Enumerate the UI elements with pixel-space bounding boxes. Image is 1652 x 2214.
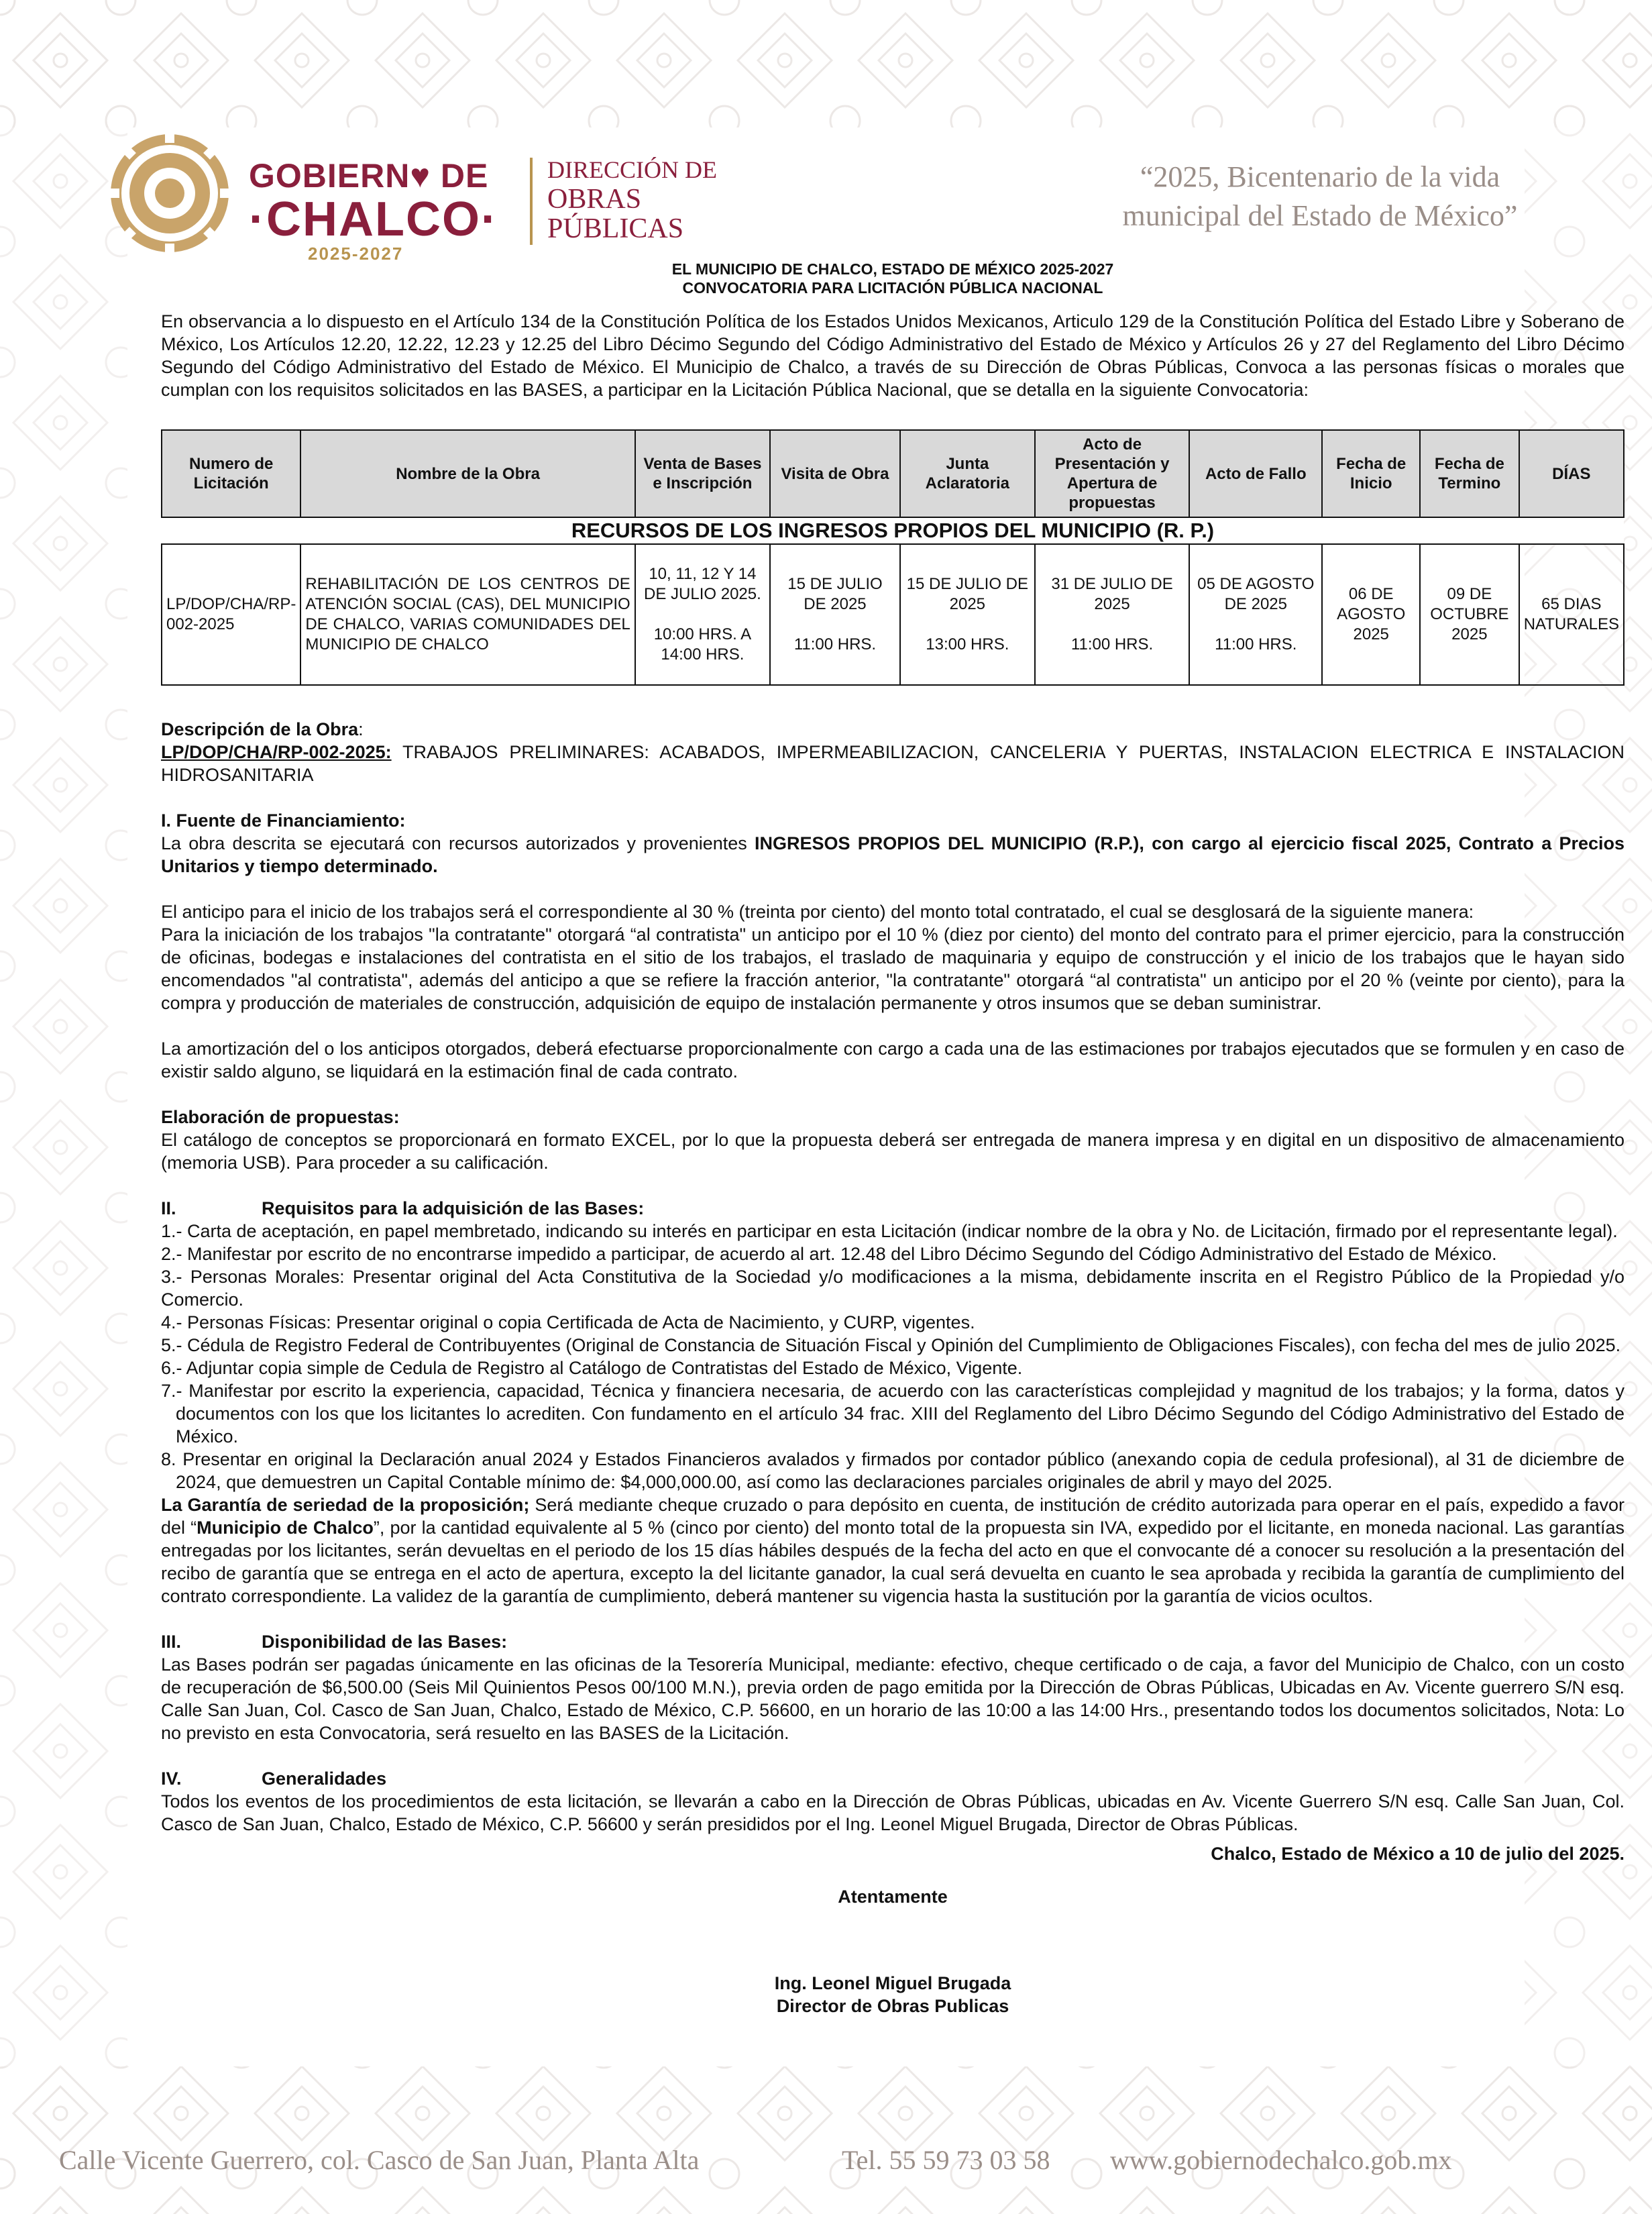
header-inicio: Fecha de Inicio xyxy=(1322,430,1420,517)
direccion-line1: DIRECCIÓN DE xyxy=(547,156,717,183)
junta-fecha: 15 DE JULIO DE 2025 xyxy=(906,575,1029,613)
generalidades-heading-text: Generalidades xyxy=(262,1769,387,1789)
header-termino: Fecha de Termino xyxy=(1420,430,1519,517)
table-header-row xyxy=(162,430,1624,517)
disponibilidad-num: III. xyxy=(161,1632,182,1652)
header-venta: Venta de Bases e Inscripción xyxy=(635,430,770,517)
requisitos-item: 8. Presentar en original la Declaración anual 2024 y Estados Financieros avalados y firmados por contador público (anexando copia de cedula profesional), al 31 de diciembre de 2024, que demuestren un Capital Contable mínimo de: $4,000,000.00, así como las declaraciones parciales originales de abril y mayo del 2025. xyxy=(161,1449,1625,1492)
elaboracion-heading: Elaboración de propuestas: xyxy=(161,1107,400,1127)
header-visita: Visita de Obra xyxy=(770,430,900,517)
requisitos-item: 1.- Carta de aceptación, en papel membretado, indicando su interés en participar en esta Licitación (indicar nombre de la obra y No. de Licitación, firmado por el representante legal). xyxy=(161,1221,1618,1241)
garantia-text2: ”, por la cantidad equivalente al 5 % (cinco por ciento) del monto total de la propuesta sin IVA, expedido por el licitante, en moneda nacional. Las garantías entregadas por los licitantes, serán devueltas en el periodo de los 15 días hábiles después de la fecha del acto en que el convocante dé a conocer su resolución a la presentación del recibo de garantía que se entrega en el acto de apertura, excepto la del licitante ganador, la cual será devuelta en cuanto le sea aprobada y recibida la garantía de cumplimiento del contrato correspondiente. La validez de la garantía de cumplimiento, deberá mantener su vigencia hasta la sustitución por la garantía de vicios ocultos. xyxy=(161,1518,1625,1606)
cell-acto xyxy=(1035,544,1189,685)
anticipo-p1: El anticipo para el inicio de los trabajos será el correspondiente al 30 % (treinta por ciento) del monto total contratado, el cual se desglosará de la siguiente manera: xyxy=(161,902,1474,922)
descripcion-colon: : xyxy=(358,719,364,739)
requisitos-item: 6.- Adjuntar copia simple de Cedula de Registro al Catálogo de Contratistas del Estado de México, Vigente. xyxy=(161,1358,1023,1378)
visita-fecha: 15 DE JULIO DE 2025 xyxy=(787,575,883,613)
chalco-emblem-icon xyxy=(106,129,233,257)
generalidades-text: Todos los eventos de los procedimientos de esta licitación, se llevarán a cabo en la Dirección de Obras Públicas, ubicadas en Av. Vicente Guerrero S/N esq. Calle San Juan, Col. Casco de San Juan, Chalco, Estado de México, C.P. 56600 y serán presididos por el Ing. Leonel Miguel Brugada, Director de Obras Públicas. xyxy=(161,1791,1625,1834)
signer-name: Ing. Leonel Miguel Brugada xyxy=(774,1973,1011,1993)
acto-hora: 11:00 HRS. xyxy=(1070,635,1154,653)
cell-termino: 09 DE OCTUBRE 2025 xyxy=(1420,544,1519,685)
licitacion-table xyxy=(161,429,1625,686)
anticipo-p2: Para la iniciación de los trabajos "la contratante" otorgará “al contratista" un anticipo por el 10 % (diez por ciento) del monto del contrato para el primer ejercicio, para la construcción de oficinas, bodegas e instalaciones del contratista en el sitio de los trabajos, el traslado de maquinaria y equipo de construcción y el inicio de los trabajos que le hayan sido encomendados "al contratista", además del anticipo a que se refiere la fracción anterior, "la contratante" otorgará “al contratista" un anticipo por el 20 % (veinte por ciento), para la compra y producción de materiales de construcción, adquisición de equipo de instalación permanente y otros insumos que se deban suministrar. xyxy=(161,925,1625,1013)
gobierno-logo-chalco: ·CHALCO· xyxy=(249,193,498,246)
intro-paragraph: En observancia a lo dispuesto en el Artículo 134 de la Constitución Política de los Estados Unidos Mexicanos, Articulo 129 de la Constitución Política del Estado Libre y Soberano de México, Los Artículos 12.20, 12.22, 12.23 y 12.25 del Libro Décimo Segundo del Código Administrativo del Estado de México y Artículos 26 y 27 del Reglamento del Libro Décimo Segundo del Código Administrativo del Estado de México. El Municipio de Chalco, a través de su Dirección de Obras Públicas, Convoca a las personas físicas o morales que cumplan con los requisitos solicitados en las BASES, a participar en la Licitación Pública Nacional, que se detalla en la siguiente Convocatoria: xyxy=(161,311,1625,400)
title-line1: EL MUNICIPIO DE CHALCO, ESTADO DE MÉXICO 2025-2027 xyxy=(671,260,1114,278)
generalidades-heading xyxy=(161,1767,1625,1790)
page-footer xyxy=(0,2144,1652,2184)
direccion-line3: PÚBLICAS xyxy=(547,213,684,244)
visita-hora: 11:00 HRS. xyxy=(793,635,877,653)
header-acto: Acto de Presentación y Apertura de propuestas xyxy=(1035,430,1189,517)
garantia-paragraph xyxy=(161,1493,1625,1607)
elaboracion-text: El catálogo de conceptos se proporcionará en formato EXCEL, por lo que la propuesta deberá ser entregada de manera impresa y en digital en un dispositivo de almacenamiento (memoria USB). Para proceder a su calificación. xyxy=(161,1130,1625,1173)
descripcion-heading-text: Descripción de la Obra xyxy=(161,719,359,739)
letterhead xyxy=(106,124,1625,272)
direccion-line2: OBRAS xyxy=(547,184,642,215)
direccion-logo xyxy=(547,155,717,244)
garantia-bold2: Municipio de Chalco xyxy=(197,1518,374,1538)
fuente-text xyxy=(161,832,1625,878)
gobierno-logo-line1: GOBIERN♥ DE xyxy=(249,157,489,195)
garantia-bold1: La Garantía de seriedad de la proposición; xyxy=(161,1495,530,1515)
acto-fecha: 31 DE JULIO DE 2025 xyxy=(1051,575,1173,613)
requisitos-heading xyxy=(161,1197,1625,1220)
generalidades-num: IV. xyxy=(161,1769,182,1789)
cell-inicio: 06 DE AGOSTO 2025 xyxy=(1322,544,1420,685)
fuente-text-bold: INGRESOS PROPIOS DEL MUNICIPIO (R.P.), con cargo al ejercicio fiscal 2025, Contrato a Precios Unitarios y tiempo determinado. xyxy=(161,833,1625,876)
header-nombre: Nombre de la Obra xyxy=(300,430,635,517)
requisitos-item: 4.- Personas Físicas: Presentar original o copia Certificada de Acta de Nacimiento, y CURP, vigentes. xyxy=(161,1312,975,1332)
place-date: Chalco, Estado de México a 10 de julio del 2025. xyxy=(1211,1844,1625,1864)
descripcion-body: TRABAJOS PRELIMINARES: ACABADOS, IMPERMEABILIZACION, CANCELERIA Y PUERTAS, INSTALACION ELECTRICA E INSTALACION HIDROSANITARIA xyxy=(161,742,1625,785)
header-junta: Junta Aclaratoria xyxy=(900,430,1035,517)
fuente-text-plain: La obra descrita se ejecutará con recursos autorizados y provenientes xyxy=(161,833,755,853)
cell-venta xyxy=(635,544,770,685)
motto-line1: “2025, Bicentenario de la vida xyxy=(1140,160,1500,193)
anticipo-p3: La amortización del o los anticipos otorgados, deberá efectuarse proporcionalmente con cargo a cada una de las estimaciones por trabajos ejecutados que se formulen y en caso de existir saldo alguno, se liquidará en la estimación final de cada contrato. xyxy=(161,1039,1625,1082)
requisitos-item: 5.- Cédula de Registro Federal de Contribuyentes (Original de Constancia de Situación Fiscal y Opinión del Cumplimiento de Obligaciones Fiscales), con fecha del mes de julio 2025. xyxy=(161,1335,1621,1355)
footer-phone: Tel. 55 59 73 03 58 xyxy=(842,2145,1050,2175)
disponibilidad-text: Las Bases podrán ser pagadas únicamente en las oficinas de la Tesorería Municipal, mediante: efectivo, cheque certificado o de caja, a favor del Municipio de Chalco, con un costo de recuperación de $6,500.00 (Seis Mil Quinientos Pesos 00/100 M.N.), previa orden de pago emitida por la Dirección de Obras Públicas, Ubicadas en Av. Vicente guerrero S/N esq. Calle San Juan, Col. Casco de San Juan, Chalco, Estado de México, C.P. 56600, en un horario de las 10:00 a las 14:00 Hrs., presentando todos los documentos solicitados, Nota: Lo no previsto en esta Convocatoria, será resuelto en las BASES de la Licitación. xyxy=(161,1654,1625,1743)
section-title: RECURSOS DE LOS INGRESOS PROPIOS DEL MUNICIPIO (R. P.) xyxy=(162,517,1624,544)
cell-numero: LP/DOP/CHA/RP-002-2025 xyxy=(162,544,300,685)
disponibilidad-heading-text: Disponibilidad de las Bases: xyxy=(262,1632,508,1652)
motto-line2: municipal del Estado de México” xyxy=(1122,199,1518,232)
descripcion-text xyxy=(161,741,1625,786)
cell-visita xyxy=(770,544,900,685)
cell-nombre: REHABILITACIÓN DE LOS CENTROS DE ATENCIÓN SOCIAL (CAS), DEL MUNICIPIO DE CHALCO, VARIAS COMUNIDADES DEL MUNICIPIO DE CHALCO xyxy=(300,544,635,685)
footer-address: Calle Vicente Guerrero, col. Casco de San Juan, Planta Alta xyxy=(59,2145,700,2175)
cell-fallo xyxy=(1189,544,1322,685)
junta-hora: 13:00 HRS. xyxy=(926,635,1009,653)
document-title xyxy=(161,260,1625,297)
venta-hora: 10:00 HRS. A 14:00 HRS. xyxy=(653,625,752,664)
gobierno-logo xyxy=(249,156,498,264)
disponibilidad-heading xyxy=(161,1630,1625,1653)
garantia-text1: Será mediante cheque cruzado o para depósito en cuenta, de institución de crédito autorizada para operar en el país, expedido a favor del “ xyxy=(161,1495,1625,1538)
atentamente: Atentamente xyxy=(838,1887,948,1907)
header-numero: Numero de Licitación xyxy=(162,430,300,517)
descripcion-heading xyxy=(161,718,1625,741)
section-row xyxy=(162,517,1624,544)
signer-position: Director de Obras Publicas xyxy=(776,1996,1009,2016)
requisitos-item: 3.- Personas Morales: Presentar original del Acta Constitutiva de la Sociedad y/o modificaciones a la misma, debidamente inscrita en el Registro Público de la Propiedad y/o Comercio. xyxy=(161,1267,1625,1310)
header-dias: DÍAS xyxy=(1519,430,1624,517)
cell-dias: 65 DIAS NATURALES xyxy=(1519,544,1624,685)
requisitos-item: 2.- Manifestar por escrito de no encontrarse impedido a participar, de acuerdo al art. 12.48 del Libro Décimo Segundo del Código Administrativo del Estado de México. xyxy=(161,1244,1497,1264)
header-fallo: Acto de Fallo xyxy=(1189,430,1322,517)
table-row xyxy=(162,544,1624,685)
venta-fecha: 10, 11, 12 Y 14 DE JULIO 2025. xyxy=(644,565,761,603)
descripcion-code: LP/DOP/CHA/RP-002-2025: xyxy=(161,742,392,762)
title-line2: CONVOCATORIA PARA LICITACIÓN PÚBLICA NACIONAL xyxy=(682,279,1103,297)
fuente-heading: I. Fuente de Financiamiento: xyxy=(161,810,406,831)
document-body xyxy=(161,718,1625,2017)
fallo-fecha: 05 DE AGOSTO DE 2025 xyxy=(1197,575,1315,613)
cell-junta xyxy=(900,544,1035,685)
footer-website: www.gobiernodechalco.gob.mx xyxy=(1110,2145,1452,2175)
logo-divider xyxy=(530,158,533,245)
bicentenario-motto xyxy=(1065,158,1575,235)
requisitos-heading-text: Requisitos para la adquisición de las Bases: xyxy=(262,1198,645,1218)
gobierno-logo-years: 2025-2027 xyxy=(308,244,404,264)
fallo-hora: 11:00 HRS. xyxy=(1215,635,1297,653)
requisitos-num: II. xyxy=(161,1198,176,1218)
requisitos-item: 7.- Manifestar por escrito la experiencia, capacidad, Técnica y financiera necesaria, de acuerdo con las características complejidad y magnitud de los trabajos; y la forma, datos y documentos con los que los licitantes lo acrediten. Con fundamento en el artículo 34 frac. XIII del Reglamento del Libro Décimo Segundo del Código Administrativo del Estado de México. xyxy=(161,1381,1625,1446)
